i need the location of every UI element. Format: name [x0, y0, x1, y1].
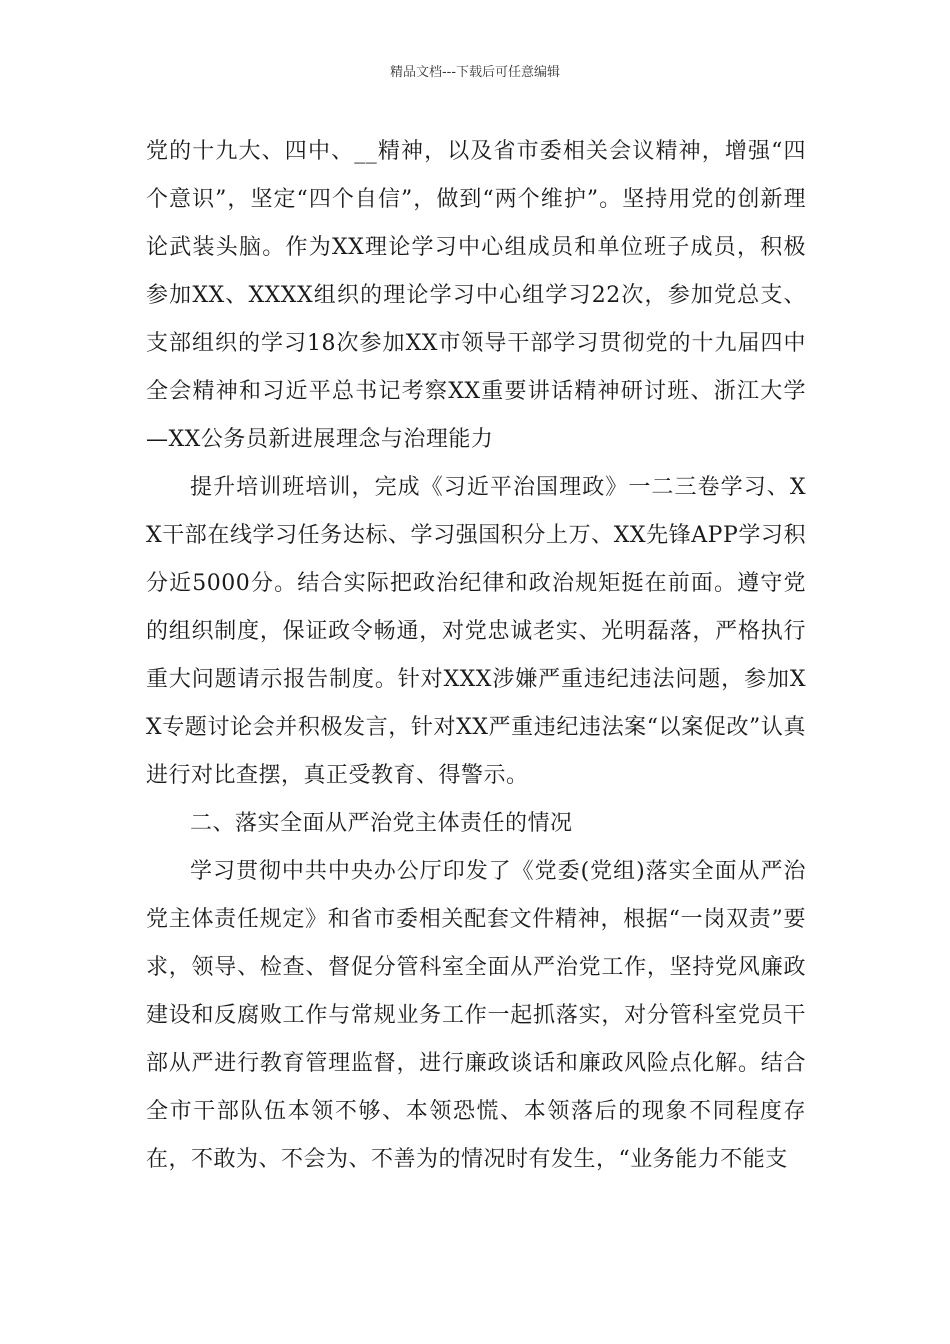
paragraph-training: 提升培训班培训，完成《习近平治国理政》一二三卷学习、XX干部在线学习任务达标、学习强国积分上万、XX先锋APP学习积分近5000分。结合实际把政治纪律和政治规矩挺在前面。遵守党的组织制度，保证政令畅通，对党忠诚老实、光明磊落，严格执行重大问题请示报告制度。针对XXX涉嫌严重违纪违法问题，参加XX专题讨论会并积极发言，针对XX严重违纪违法案“以案促改”认真进行对比查摆，真正受教育、得警示。: [146, 475, 806, 788]
paragraph-responsibility: 学习贯彻中共中央办公厅印发了《党委(党组)落实全面从严治党主体责任规定》和省市委相关配套文件精神，根据“一岗双责”要求，领导、检查、督促分管科室全面从严治党工作，坚持党风廉政建设和反腐败工作与常规业务工作一起抓落实，对分管科室党员干部从严进行教育管理监督，进行廉政谈话和廉政风险点化解。结合全市干部队伍本领不够、本领恐慌、本领落后的现象不同程度存在，不敢为、不会为、不善为的情况时有发生，“业务能力不能支: [146, 859, 806, 1172]
document-body: [146, 128, 806, 1184]
page-header: 精品文档---下载后可任意编辑: [389, 65, 561, 80]
section-heading: 二、落实全面从严治党主体责任的情况: [190, 811, 573, 836]
paragraph-continuation: 党的十九大、四中、__精神，以及省市委相关会议精神，增强“四个意识”，坚定“四个自信”，做到“两个维护”。坚持用党的创新理论武装头脑。作为XX理论学习中心组成员和单位班子成员，积极参加XX、XXXX组织的理论学习中心组学习22次，参加党总支、支部组织的学习18次参加XX市领导干部学习贯彻党的十九届四中全会精神和习近平总书记考察XX重要讲话精神研讨班、浙江大学—XX公务员新进展理念与治理能力: [146, 139, 806, 452]
